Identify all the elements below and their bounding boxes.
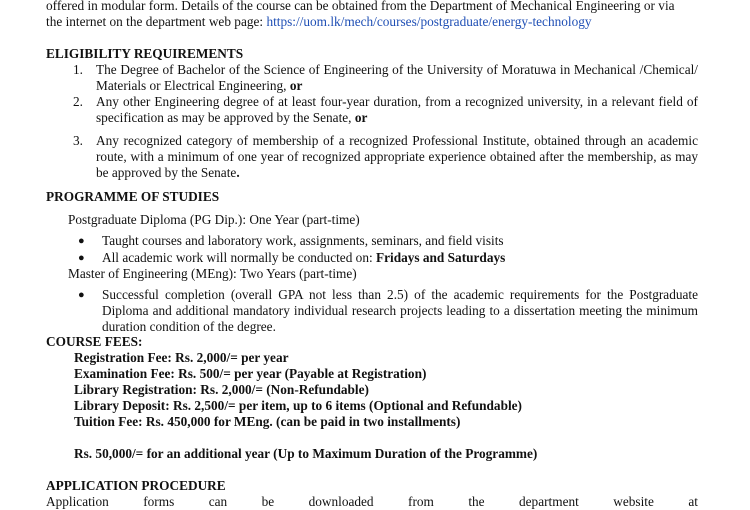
intro-line-1: offered in modular form. Details of the course can be obtained from the Department of Mechanical Engineering or via	[46, 0, 675, 13]
course-fees-heading: COURSE FEES:	[46, 334, 143, 349]
fee-line-library-registration: Library Registration: Rs. 2,000/= (Non-Refundable)	[74, 382, 369, 397]
eligibility-item-2-body: Any other Engineering degree of at least four-year duration, from a recognized university, in a relevant field of specification as may be approved by the Senate,	[96, 94, 698, 125]
application-word: Application	[46, 494, 109, 509]
eligibility-item-text	[96, 94, 698, 126]
intro-paragraph	[46, 0, 698, 30]
application-word: at	[688, 494, 698, 509]
fee-line-library-deposit: Library Deposit: Rs. 2,500/= per item, up to 6 items (Optional and Refundable)	[74, 398, 522, 413]
bullet-icon: ●	[78, 235, 85, 247]
application-heading: APPLICATION PROCEDURE	[46, 478, 226, 493]
fee-line-additional-year: Rs. 50,000/= for an additional year (Up to Maximum Duration of the Programme)	[74, 446, 538, 461]
bullet-icon: ●	[78, 252, 85, 264]
application-word: can	[208, 494, 228, 509]
pgdip-bullet-text	[102, 250, 698, 266]
eligibility-item-number: 1.	[73, 62, 83, 77]
department-web-link[interactable]: https://uom.lk/mech/courses/postgraduate/energy-technology	[266, 14, 592, 29]
application-text-line	[46, 494, 698, 510]
pgdip-title: Postgraduate Diploma (PG Dip.): One Year (part-time)	[68, 212, 360, 227]
meng-bullet-text	[102, 287, 698, 335]
eligibility-item-3-period: .	[236, 165, 240, 180]
eligibility-heading: ELIGIBILITY REQUIREMENTS	[46, 46, 244, 61]
application-word: be	[261, 494, 275, 509]
application-word: from	[408, 494, 434, 509]
eligibility-item-1-body: The Degree of Bachelor of the Science of Engineering of the University of Moratuwa in Mechanical /Chemical/ Materials or Electrical Engineering,	[96, 62, 698, 93]
eligibility-item-1-or: or	[289, 78, 303, 93]
meng-title: Master of Engineering (MEng): Two Years (part-time)	[68, 266, 357, 281]
application-word: the	[468, 494, 485, 509]
pgdip-bullet-2-body: All academic work will normally be conducted on:	[102, 250, 376, 265]
eligibility-item-number: 3.	[73, 133, 83, 148]
bullet-icon: ●	[78, 289, 85, 301]
application-word: downloaded	[308, 494, 374, 509]
intro-line-2	[46, 14, 698, 30]
intro-line-2-text: the internet on the department web page:	[46, 14, 267, 29]
programme-heading: PROGRAMME OF STUDIES	[46, 189, 220, 204]
pgdip-bullet-2-days: Fridays and Saturdays	[375, 250, 506, 265]
eligibility-item-3-body: Any recognized category of membership of a recognized Professional Institute, obtained through an academic route, with a minimum of one year of recognized appropriate experience obtained after the membership, as may be approved by the Senate	[96, 133, 698, 180]
application-word: department	[519, 494, 579, 509]
fee-line-examination: Examination Fee: Rs. 500/= per year (Payable at Registration)	[74, 366, 427, 381]
fee-line-registration: Registration Fee: Rs. 2,000/= per year	[74, 350, 289, 365]
eligibility-item-number: 2.	[73, 94, 83, 109]
meng-bullet-1-body: Successful completion (overall GPA not less than 2.5) of the academic requirements for the Postgraduate Diploma and additional mandatory individual research projects leading to a dissertation meeting the minimum duration condition of the degree.	[102, 287, 698, 334]
eligibility-item-2-or: or	[354, 110, 368, 125]
application-word: website	[613, 494, 654, 509]
eligibility-item-text	[96, 133, 698, 181]
fee-line-tuition: Tuition Fee: Rs. 450,000 for MEng. (can be paid in two installments)	[74, 414, 461, 429]
eligibility-item-text	[96, 62, 698, 94]
pgdip-bullet-1-body: Taught courses and laboratory work, assignments, seminars, and field visits	[102, 233, 504, 248]
application-word: forms	[143, 494, 175, 509]
pgdip-bullet-text	[102, 233, 698, 249]
